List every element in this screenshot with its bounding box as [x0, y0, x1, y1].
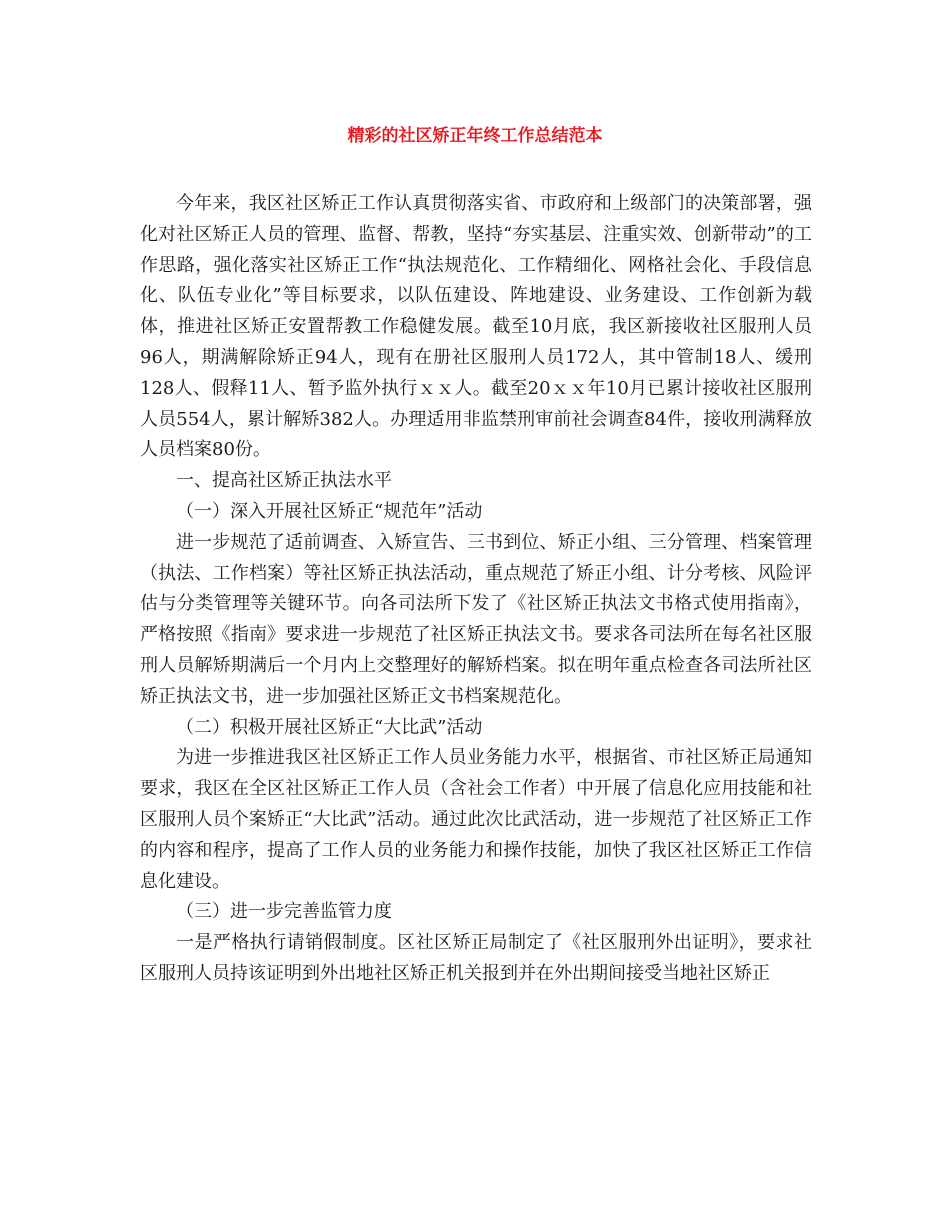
paragraph-supervision: 一是严格执行请销假制度。区社区矫正局制定了《社区服刑外出证明》，要求社区服刑人员持该证明到外出地社区矫正机关报到并在外出期间接受当地社区矫正 — [140, 932, 812, 984]
subsection-heading-3: （三）进一步完善监管力度 — [176, 901, 392, 923]
subsection-heading-1: （一）深入开展社区矫正“规范年”活动 — [176, 500, 483, 522]
paragraph-standardization: 进一步规范了适前调查、入矫宣告、三书到位、矫正小组、三分管理、档案管理（执法、工作档案）等社区矫正执法活动，重点规范了矫正小组、计分考核、风险评估与分类管理等关键环节。向各司法所下发了《社区矫正执法文书格式使用指南》，严格按照《指南》要求进一步规范了社区矫正执法文书。要求各司法所在每名社区服刑人员解矫期满后一个月内上交整理好的解矫档案。拟在明年重点检查各司法所社区矫正执法文书，进一步加强社区矫正文书档案规范化。 — [140, 531, 812, 707]
subsection-heading-2: （二）积极开展社区矫正“大比武”活动 — [176, 716, 483, 738]
document-body — [140, 189, 812, 990]
paragraph-intro: 今年来，我区社区矫正工作认真贯彻落实省、市政府和上级部门的决策部署，强化对社区矫正人员的管理、监督、帮教，坚持“夯实基层、注重实效、创新带动”的工作思路，强化落实社区矫正工作“执法规范化、工作精细化、网格社会化、手段信息化、队伍专业化”等目标要求，以队伍建设、阵地建设、业务建设、工作创新为载体，推进社区矫正安置帮教工作稳健发展。截至10月底，我区新接收社区服刑人员96人，期满解除矫正94人，现有在册社区服刑人员172人，其中管制18人、缓刑128人、假释11人、暂予监外执行ｘｘ人。截至20ｘｘ年10月已累计接收社区服刑人员554人，累计解矫382人。办理适用非监禁刑审前社会调查84件，接收刑满释放人员档案80份。 — [140, 193, 812, 461]
paragraph-competition: 为进一步推进我区社区矫正工作人员业务能力水平，根据省、市社区矫正局通知要求，我区在全区社区矫正工作人员（含社会工作者）中开展了信息化应用技能和社区服刑人员个案矫正“大比武”活动。通过此次比武活动，进一步规范了社区矫正工作的内容和程序，提高了工作人员的业务能力和操作技能，加快了我区社区矫正工作信息化建设。 — [140, 747, 812, 892]
document-title: 精彩的社区矫正年终工作总结范本 — [347, 126, 603, 146]
section-heading-1: 一、提高社区矫正执法水平 — [176, 470, 392, 492]
